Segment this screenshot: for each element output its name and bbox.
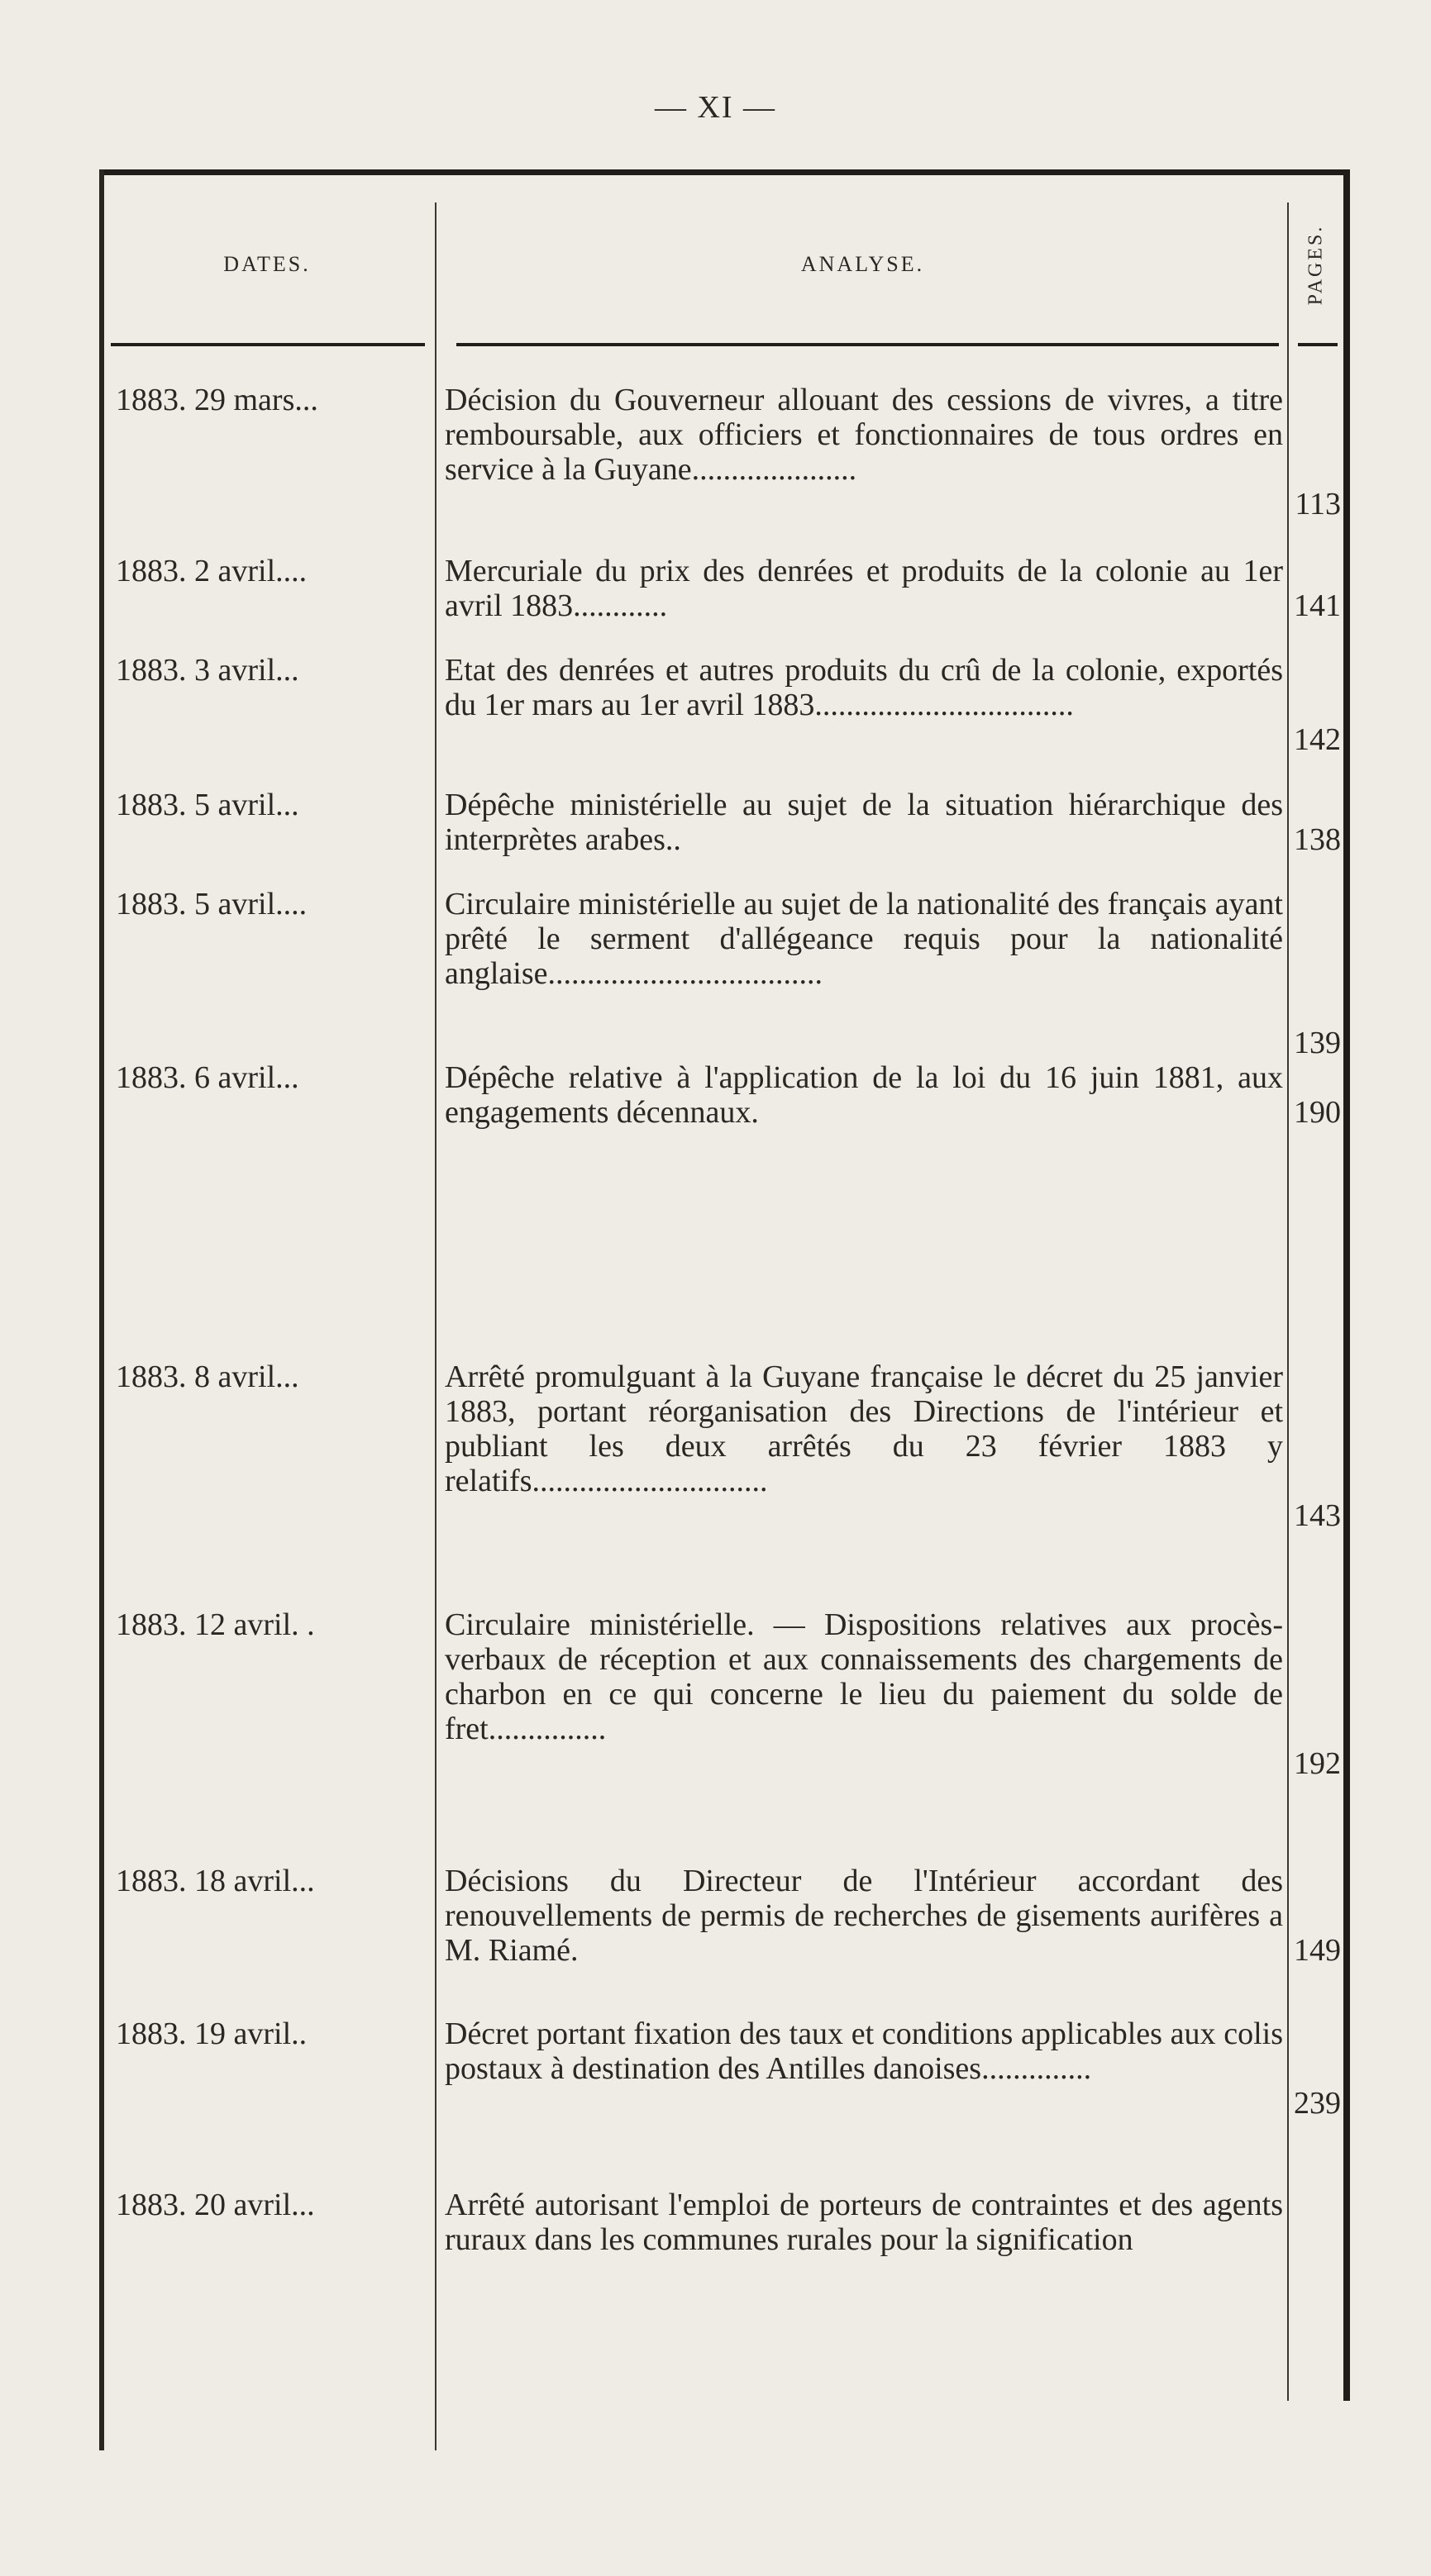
left-rule [99, 1161, 104, 2450]
entry-page: 149 [1294, 1933, 1341, 1968]
entry-page: 142 [1294, 722, 1341, 757]
column-divider-dates [435, 1161, 436, 2450]
entry-page: 141 [1294, 588, 1341, 623]
column-divider-dates [435, 202, 436, 1202]
entry-date: 1883. 5 avril.... [116, 887, 308, 921]
right-rule [1343, 1161, 1350, 2401]
entry-date: 1883. 29 mars... [116, 383, 318, 417]
index-table-continued [99, 1161, 1348, 2450]
entry-date: 1883. 2 avril.... [116, 554, 308, 588]
header-rule-pages [1298, 343, 1338, 346]
entry-page: 190 [1294, 1095, 1341, 1130]
entry-date: 1883. 12 avril. . [116, 1607, 315, 1642]
column-divider-pages [1287, 202, 1289, 1202]
column-divider-pages [1287, 1161, 1289, 2401]
entry-analysis: Décision du Gouverneur allouant des cessions de vivres, a titre remboursable, aux officiers et fonctionnaires de tous ordres en service à la Guyane..................... [445, 383, 1283, 487]
entry-analysis: Dépêche relative à l'application de la loi du 16 juin 1881, aux engagements décennaux. [445, 1060, 1283, 1130]
entry-date: 1883. 19 avril.. [116, 2017, 308, 2051]
column-header-pages [1290, 202, 1343, 326]
entry-page: 192 [1294, 1746, 1341, 1781]
column-header-dates: DATES. [223, 252, 311, 276]
index-table [99, 169, 1348, 1215]
entry-analysis: Circulaire ministérielle. — Dispositions relatives aux procès-verbaux de réception et aux connaissements des chargements de charbon en ce qui concerne le lieu du paiement du solde de fret............... [445, 1607, 1283, 1746]
entry-analysis: Etat des denrées et autres produits du crû de la colonie, exportés du 1er mars au 1er avril 1883................................. [445, 653, 1283, 722]
entry-date: 1883. 18 avril... [116, 1864, 315, 1898]
entry-page: 239 [1294, 2086, 1341, 2121]
top-rule [99, 169, 1348, 175]
entry-date: 1883. 20 avril... [116, 2188, 315, 2222]
entry-analysis: Arrêté promulguant à la Guyane française le décret du 25 janvier 1883, portant réorganisation des Directions de l'intérieur et publiant les deux arrêtés du 23 février 1883 y relatifs.............................. [445, 1359, 1283, 1498]
entry-page: 143 [1294, 1498, 1341, 1533]
entry-page: 139 [1294, 1026, 1341, 1060]
column-header-pages-label: PAGES. [1305, 224, 1327, 305]
entry-analysis: Arrêté autorisant l'emploi de porteurs de contraintes et des agents ruraux dans les communes rurales pour la signification [445, 2188, 1283, 2257]
entry-page: 113 [1295, 487, 1341, 521]
entry-date: 1883. 8 avril... [116, 1359, 299, 1394]
entry-date: 1883. 6 avril... [116, 1060, 299, 1095]
entry-date: 1883. 5 avril... [116, 788, 299, 822]
entry-analysis: Décisions du Directeur de l'Intérieur accordant des renouvellements de permis de recherches de gisements aurifères a M. Riamé. [445, 1864, 1283, 1968]
column-header-analyse: ANALYSE. [800, 252, 925, 276]
entry-analysis: Décret portant fixation des taux et conditions applicables aux colis postaux à destination des Antilles danoises.............. [445, 2017, 1283, 2086]
entry-analysis: Circulaire ministérielle au sujet de la nationalité des français ayant prêté le serment d'allégeance requis pour la nationalité anglaise................................... [445, 887, 1283, 991]
left-rule [99, 169, 104, 1215]
entry-date: 1883. 3 avril... [116, 653, 299, 688]
entry-page: 138 [1294, 822, 1341, 857]
header-rule-analyse [456, 343, 1279, 346]
page-header: — XI — [654, 90, 777, 125]
entry-analysis: Dépêche ministérielle au sujet de la situation hiérarchique des interprètes arabes.. [445, 788, 1283, 857]
right-rule [1343, 169, 1350, 1215]
entry-analysis: Mercuriale du prix des denrées et produits de la colonie au 1er avril 1883............ [445, 554, 1283, 623]
header-rule-dates [111, 343, 425, 346]
